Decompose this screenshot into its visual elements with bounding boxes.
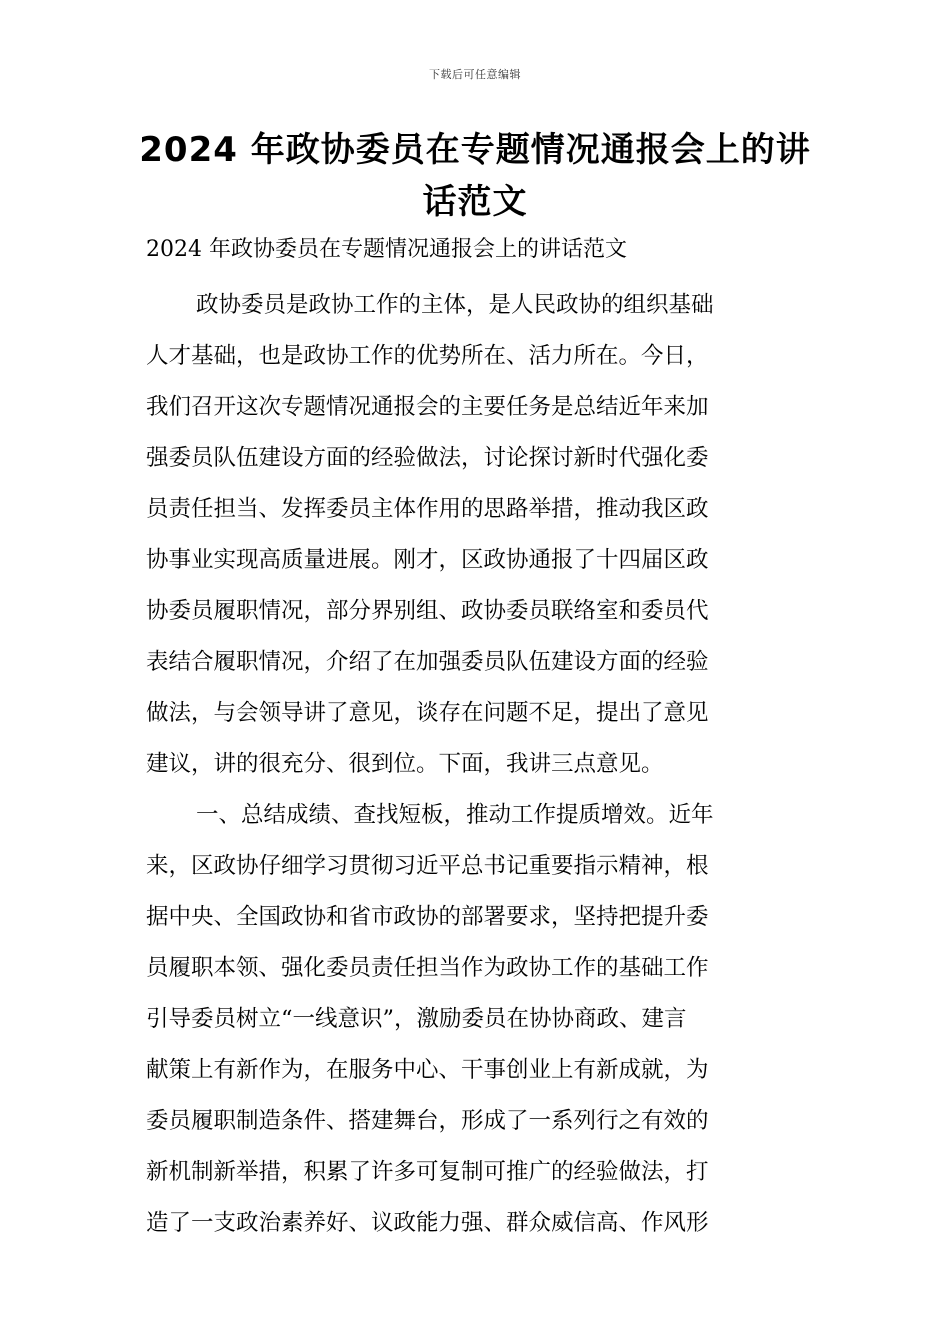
- body-line: 新机制新举措，积累了许多可复制可推广的经验做法，打: [146, 1159, 709, 1185]
- body-line: 协委员履职情况，部分界别组、政协委员联络室和委员代: [146, 598, 709, 624]
- header-note: 下载后可任意编辑: [429, 68, 521, 81]
- title-line: 2024 年政协委员在专题情况通报会上的讲: [139, 130, 811, 170]
- body-line: 协事业实现高质量进展。刚才，区政协通报了十四届区政: [146, 547, 709, 573]
- body-line: 做法，与会领导讲了意见，谈存在问题不足，提出了意见: [146, 700, 709, 726]
- body-line: 一、总结成绩、查找短板，推动工作提质增效。近年: [196, 802, 714, 828]
- body-line: 我们召开这次专题情况通报会的主要任务是总结近年来加: [146, 394, 709, 420]
- body-line: 强委员队伍建设方面的经验做法，讨论探讨新时代强化委: [146, 445, 709, 471]
- body-text: [146, 280, 806, 1249]
- body-line: 建议，讲的很充分、很到位。下面，我讲三点意见。: [146, 751, 664, 777]
- body-line: 据中央、全国政协和省市政协的部署要求，坚持把提升委: [146, 904, 709, 930]
- body-line: 来，区政协仔细学习贯彻习近平总书记重要指示精神，根: [146, 853, 709, 879]
- body-line: 员履职本领、强化委员责任担当作为政协工作的基础工作: [146, 955, 709, 981]
- title-line: 话范文: [422, 182, 528, 222]
- body-line: 造了一支政治素养好、议政能力强、群众威信高、作风形: [146, 1210, 709, 1236]
- document-subtitle: 2024 年政协委员在专题情况通报会上的讲话范文: [146, 237, 627, 262]
- body-line: 引导委员树立“一线意识”，激励委员在协协商政、建言: [146, 1006, 687, 1032]
- body-line: 政协委员是政协工作的主体，是人民政协的组织基础: [196, 292, 714, 318]
- body-line: 员责任担当、发挥委员主体作用的思路举措，推动我区政: [146, 496, 709, 522]
- body-line: 表结合履职情况，介绍了在加强委员队伍建设方面的经验: [146, 649, 709, 675]
- body-line: 人才基础，也是政协工作的优势所在、活力所在。今日，: [146, 343, 709, 369]
- body-line: 献策上有新作为，在服务中心、干事创业上有新成就，为: [146, 1057, 709, 1083]
- body-line: 委员履职制造条件、搭建舞台，形成了一系列行之有效的: [146, 1108, 709, 1134]
- document-title: [130, 124, 820, 228]
